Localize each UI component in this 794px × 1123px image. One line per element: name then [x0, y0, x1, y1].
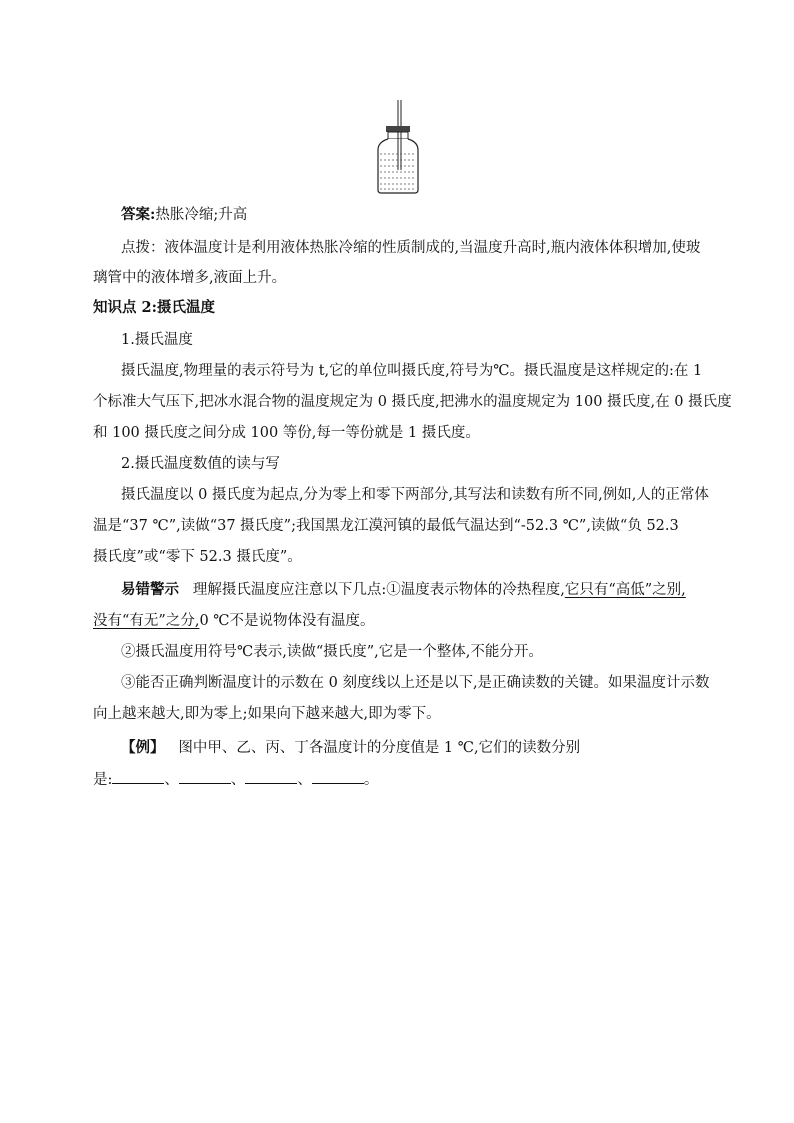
answer-blank-2[interactable]	[179, 769, 231, 784]
answer-text: 热胀冷缩;升高	[155, 207, 248, 223]
sub1-line-1: 摄氏温度,物理量的表示符号为 t,它的单位叫摄氏度,符号为℃。摄氏温度是这样规定的:在 1	[121, 363, 703, 379]
separator-2: 、	[230, 772, 246, 788]
answer-blank-3[interactable]	[245, 769, 297, 784]
example-end: 。	[363, 772, 379, 788]
sub1-line-2: 个标准大气压下,把冰水混合物的温度规定为 0 摄氏度,把沸水的温度规定为 100 摄氏度,在 0 摄氏度	[93, 394, 732, 410]
warning-underline-2: 没有“有无”之分,	[93, 613, 200, 629]
sub2-title: 2.摄氏温度数值的读与写	[121, 456, 280, 472]
separator-1: 、	[164, 772, 179, 788]
sub2-line-2: 温是“37 ℃”,读做“37 摄氏度”;我国黑龙江漠河镇的最低气温达到“-52.3 ℃”,读做“负 52.3	[93, 518, 679, 534]
answer-line	[121, 205, 741, 225]
warning-intro: 理解摄氏温度应注意以下几点:①温度表示物体的冷热程度,	[192, 582, 565, 598]
hint-line-1: 点拨：液体温度计是利用液体热胀冷缩的性质制成的,当温度升高时,瓶内液体体积增加,使玻	[121, 240, 701, 256]
warning-p3-line-2: 向上越来越大,即为零上;如果向下越来越大,即为零下。	[93, 706, 441, 722]
warning-p3-line-1: ③能否正确判断温度计的示数在 0 刻度线以上还是以下,是正确读数的关键。如果温度计示数	[121, 675, 710, 691]
warning-line-2	[93, 611, 713, 631]
warning-underline-1: 它只有“高低”之别,	[564, 582, 686, 598]
answer-label: 答案:	[121, 206, 156, 223]
example-line2-start: 是:	[93, 772, 113, 788]
sub2-line-3: 摄氏度”或“零下 52.3 摄氏度”。	[93, 549, 302, 565]
sub1-line-3: 和 100 摄氏度之间分成 100 等份,每一等份就是 1 摄氏度。	[93, 425, 480, 441]
warning-rest-2: 0 ℃不是说物体没有温度。	[199, 613, 375, 629]
example-line-2	[93, 769, 713, 790]
answer-blank-1[interactable]	[112, 769, 164, 784]
liquid-thermometer-bottle-figure	[376, 98, 420, 196]
answer-blank-4[interactable]	[312, 769, 364, 784]
warning-label: 易错警示	[121, 581, 179, 598]
sub1-title: 1.摄氏温度	[121, 332, 193, 348]
section-title: 知识点 2:摄氏温度	[93, 299, 215, 316]
sub2-line-1: 摄氏温度以 0 摄氏度为起点,分为零上和零下两部分,其写法和读数有所不同,例如,人的正常体	[121, 487, 709, 503]
warning-line-1	[121, 580, 741, 600]
example-text: 图中甲、乙、丙、丁各温度计的分度值是 1 ℃,它们的读数分别	[178, 740, 581, 756]
hint-line-2: 璃管中的液体增多,液面上升。	[93, 270, 287, 286]
separator-3: 、	[297, 772, 312, 788]
example-label: 【例】	[121, 739, 165, 756]
warning-p2: ②摄氏温度用符号℃表示,读做“摄氏度”,它是一个整体,不能分开。	[121, 644, 543, 660]
example-line-1	[121, 738, 741, 758]
